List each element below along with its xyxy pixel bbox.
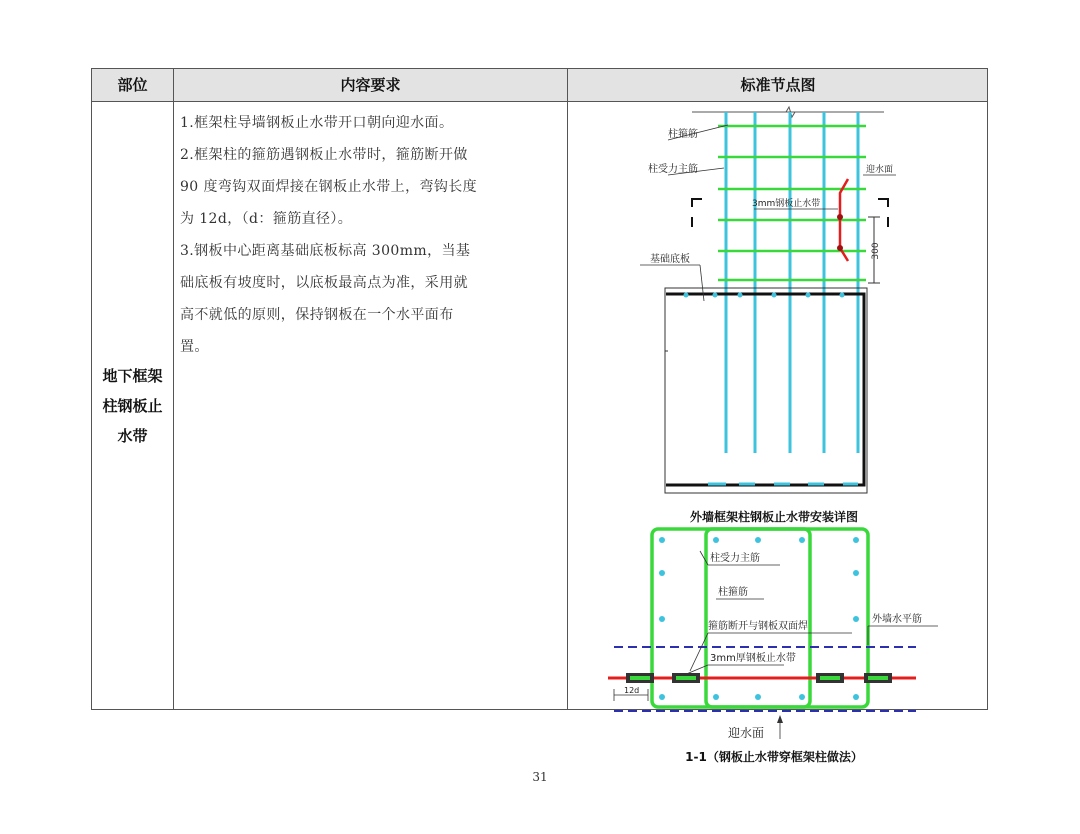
part-name-line: 地下框架 — [102, 366, 163, 385]
diagram-cell — [568, 103, 988, 764]
label-weld: 箍筋断开与钢板双面焊 — [708, 621, 808, 632]
section-1-1-drawing — [608, 529, 938, 764]
requirements-cell — [180, 107, 480, 363]
standard-node-diagram — [568, 103, 988, 764]
requirement-item: 2.框架柱的箍筋遇钢板止水带时，箍筋断开做 90 度弯钩双面焊接在钢板止水带上，弯钩长度为 12d，（d：箍筋直径）。 — [180, 147, 478, 227]
label-hook-length: 12d — [624, 686, 640, 695]
label-stirrup-section: 柱箍筋 — [718, 587, 748, 598]
label-stirrup: 柱箍筋 — [668, 129, 698, 140]
column-divider — [173, 69, 174, 709]
part-name-line: 柱钢板止 — [102, 396, 163, 415]
page-number: 31 — [532, 770, 548, 784]
requirement-item: 1.框架柱导墙钢板止水带开口朝向迎水面。 — [180, 115, 454, 131]
installation-detail-drawing — [640, 107, 896, 524]
label-steel-plate: 3mm钢板止水带 — [752, 199, 821, 209]
table-header-row — [92, 69, 987, 102]
requirement-item: 3.钢板中心距离基础底板标高 300mm，当基础底板有坡度时，以底板最高点为准，采用就高不就低的原则，保持钢板在一个水平面布置。 — [180, 243, 471, 355]
top-diagram-caption: 外墙框架柱钢板止水带安装详图 — [689, 510, 859, 524]
label-water-face: 迎水面 — [866, 165, 894, 175]
label-water-face-section: 迎水面 — [728, 726, 765, 740]
standards-table — [91, 68, 988, 764]
header-requirements: 内容要求 — [340, 76, 401, 94]
label-main-rebar-section: 柱受力主筋 — [710, 553, 760, 564]
header-diagram: 标准节点图 — [740, 76, 816, 94]
label-steel-plate-section: 3mm厚钢板止水带 — [710, 653, 796, 664]
header-part: 部位 — [117, 76, 148, 94]
label-base-slab: 基础底板 — [650, 254, 690, 265]
part-name — [101, 361, 165, 451]
label-main-rebar: 柱受力主筋 — [648, 164, 698, 175]
label-wall-rebar: 外墙水平筋 — [872, 614, 922, 625]
part-name-line: 水带 — [117, 426, 148, 445]
bottom-diagram-caption: 1-1（钢板止水带穿框架柱做法） — [685, 750, 863, 764]
part-cell — [92, 102, 173, 709]
dimension-label: 300 — [871, 242, 881, 260]
